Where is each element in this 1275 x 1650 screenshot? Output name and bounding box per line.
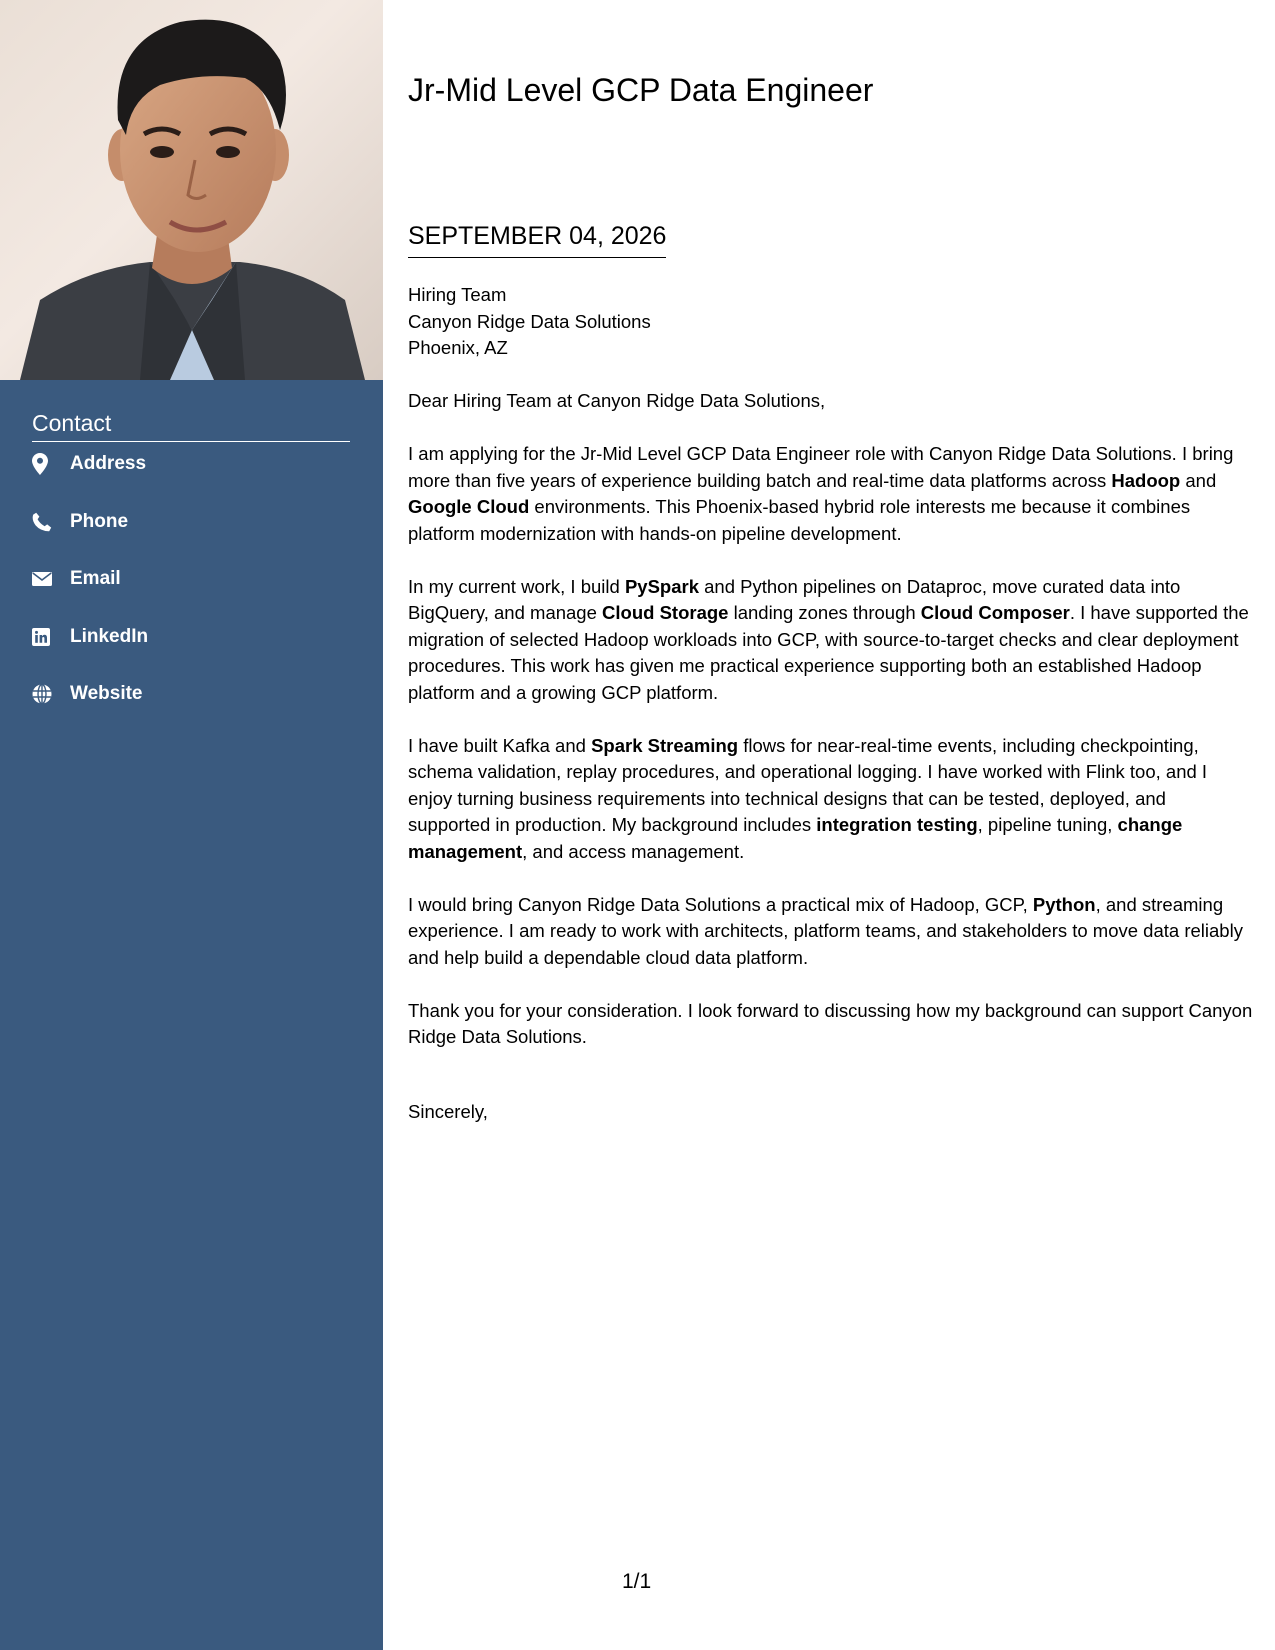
job-title: Jr-Mid Level GCP Data Engineer <box>408 72 874 108</box>
closing: Sincerely, <box>408 1101 488 1122</box>
contact-label-phone: Phone <box>70 510 129 532</box>
recipient-block <box>408 282 651 362</box>
profile-photo <box>0 0 383 380</box>
contact-label-linkedin: LinkedIn <box>70 625 149 647</box>
paragraph-5: Thank you for your consideration. I look forward to discussing how my background can support Canyon Ridge Data Solutions. <box>408 999 1253 1047</box>
contact-item-website[interactable] <box>32 682 148 740</box>
map-pin-icon <box>32 452 70 476</box>
letter-body <box>408 388 1253 1077</box>
globe-icon <box>32 682 70 706</box>
page-number: 1/1 <box>622 1570 652 1593</box>
paragraph-3: I have built Kafka and Spark Streaming flows for near-real-time events, including checkpointing, schema validation, replay procedures, and operational logging. I have worked with Flink too, and I enjoy turning business requirements into technical designs that can be tested, deployed, and supported in production. My background includes integration testing, pipeline tuning, change management, and access management. <box>408 734 1208 862</box>
recipient-line-2: Canyon Ridge Data Solutions <box>408 310 651 332</box>
contact-heading: Contact <box>32 410 350 442</box>
recipient-line-1: Hiring Team <box>408 284 507 305</box>
contact-item-email[interactable] <box>32 567 148 625</box>
letter-date: SEPTEMBER 04, 2026 <box>408 222 666 258</box>
contact-label-email: Email <box>70 568 121 589</box>
salutation: Dear Hiring Team at Canyon Ridge Data Solutions, <box>408 390 826 411</box>
phone-icon <box>32 510 70 534</box>
contact-item-linkedin[interactable] <box>32 625 148 683</box>
recipient-line-3: Phoenix, AZ <box>408 337 508 358</box>
linkedin-icon <box>32 625 70 649</box>
paragraph-1: I am applying for the Jr-Mid Level GCP Data Engineer role with Canyon Ridge Data Solutions. I bring more than five years of experience building batch and real-time data platforms across Hadoop and Google Cloud environments. This Phoenix-based hybrid role interests me because it combines platform modernization with hands-on pipeline development. <box>408 443 1234 544</box>
contact-item-phone[interactable] <box>32 510 148 568</box>
envelope-icon <box>32 567 70 591</box>
contact-list <box>32 452 148 740</box>
contact-label-address: Address <box>70 453 147 474</box>
sidebar <box>0 0 383 1650</box>
contact-label-website: Website <box>70 683 143 704</box>
paragraph-2: In my current work, I build PySpark and Python pipelines on Dataproc, move curated data into BigQuery, and manage Cloud Storage landing zones through Cloud Composer. I have supported the migration of selected Hadoop workloads into GCP, with source-to-target checks and clear deployment procedures. This work has given me practical experience supporting both an established Hadoop platform and a growing GCP platform. <box>408 575 1249 703</box>
contact-item-address[interactable] <box>32 452 148 510</box>
portrait-illustration <box>0 0 383 380</box>
paragraph-4: I would bring Canyon Ridge Data Solutions a practical mix of Hadoop, GCP, Python, and streaming experience. I am ready to work with architects, platform teams, and stakeholders to move data reliably and help build a dependable cloud data platform. <box>408 893 1243 968</box>
